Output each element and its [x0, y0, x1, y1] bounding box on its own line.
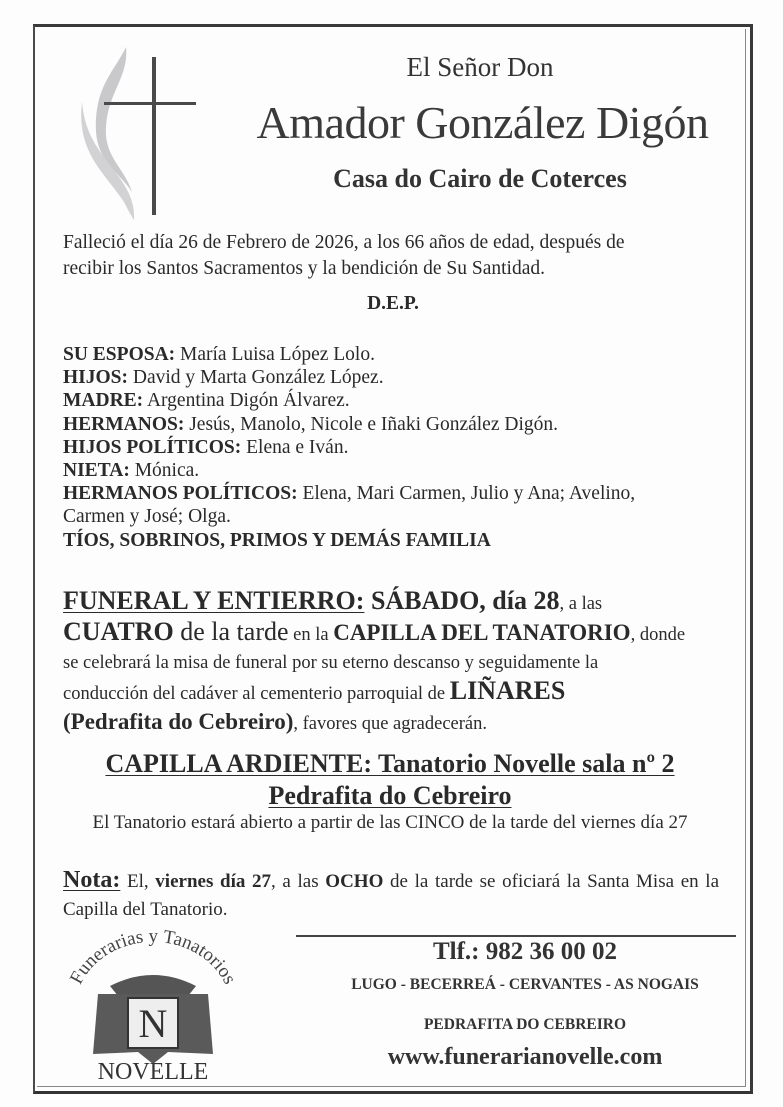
- svg-text:NOVELLE: NOVELLE: [97, 1059, 209, 1084]
- family-row: HIJOS: David y Marta González López.: [63, 367, 384, 389]
- family-row: HIJOS POLÍTICOS: Elena e Iván.: [63, 436, 349, 458]
- towns-list: LUGO - BECERREÁ - CERVANTES - AS NOGAIS: [351, 976, 699, 993]
- family-list: [63, 343, 733, 552]
- family-row: MADRE: Argentina Digón Álvarez.: [63, 390, 350, 412]
- note: Nota: El, viernes día 27, a las OCHO de la tarde se oficiará la Santa Misa en la Capilla del Tanatorio.: [63, 867, 720, 920]
- footer-divider: [296, 935, 736, 937]
- family-row: TÍOS, SOBRINOS, PRIMOS Y DEMÁS FAMILIA: [63, 529, 491, 551]
- family-row: Carmen y José; Olga.: [63, 506, 231, 528]
- dep-label: D.E.P.: [367, 293, 419, 314]
- opening-hours: El Tanatorio estará abierto a partir de las CINCO de la tarde del viernes día 27: [92, 812, 688, 833]
- family-row: NIETA: Mónica.: [63, 460, 200, 482]
- family-row: HERMANOS: Jesús, Manolo, Nicole e Iñaki González Digón.: [63, 413, 558, 435]
- family-row: HERMANOS POLÍTICOS: Elena, Mari Carmen, Julio y Ana; Avelino,: [63, 483, 636, 505]
- novelle-crest-logo: [48, 924, 258, 1084]
- deceased-name: Amador González Digón: [256, 97, 709, 148]
- phone-number: Tlf.: 982 36 00 02: [432, 938, 618, 965]
- salutation: El Señor Don: [406, 52, 554, 82]
- svg-text:Funerarias y Tanatorios: Funerarias y Tanatorios: [65, 925, 241, 988]
- town-pedrafita: PEDRAFITA DO CEBREIRO: [423, 1016, 627, 1033]
- funeral-details: FUNERAL Y ENTIERRO: SÁBADO, día 28, a las CUATRO de la tarde en la CAPILLA DEL TANATORIO, donde se celebrará la misa de funeral por su eterno descanso y seguidamente la conducción del cadáver al cementerio parroquial de LIÑARES (Pedrafita do Cebreiro), favores que agradecerán.: [63, 586, 686, 734]
- website-link[interactable]: www.funerarianovelle.com: [387, 1044, 663, 1070]
- death-notice: Falleció el día 26 de Febrero de 2026, a los 66 años de edad, después de recibir los Santos Sacramentos y la bendición de Su Santidad.: [63, 232, 625, 279]
- capilla-ardiente: CAPILLA ARDIENTE: Tanatorio Novelle sala nº 2 Pedrafita do Cebreiro: [105, 749, 675, 810]
- family-row: SU ESPOSA: María Luisa López Lolo.: [63, 344, 375, 365]
- cross-flame-icon: [74, 42, 204, 222]
- house-name: Casa do Cairo de Coterces: [333, 164, 627, 193]
- svg-text:N: N: [138, 1001, 168, 1046]
